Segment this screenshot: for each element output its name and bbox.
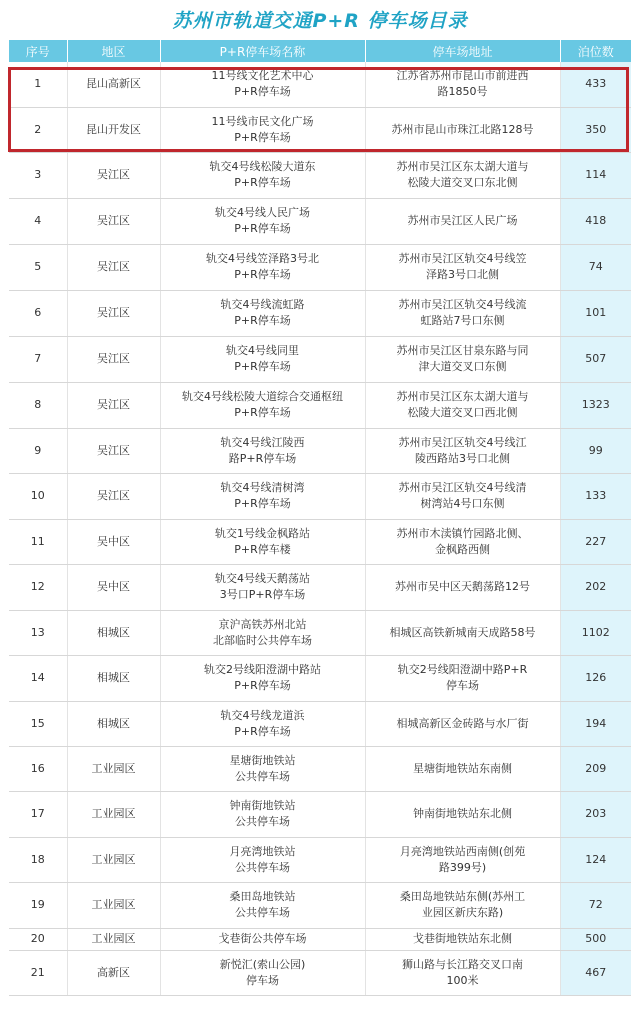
- cell-address-line: 金枫路西侧: [435, 542, 490, 556]
- cell-spaces: 124: [560, 837, 631, 882]
- cell-name-line: 公共停车场: [235, 860, 290, 874]
- cell-address-line: 江苏省苏州市昆山市前进西: [396, 69, 529, 83]
- cell-no: 7: [9, 336, 67, 382]
- cell-region: 吴江区: [67, 473, 160, 519]
- cell-no: 17: [9, 791, 67, 837]
- cell-name: [160, 336, 365, 382]
- table-row: [9, 519, 631, 564]
- cell-address: [365, 62, 560, 107]
- cell-region: 相城区: [67, 655, 160, 701]
- cell-no: 8: [9, 382, 67, 428]
- cell-address-line: 苏州市吴中区天鹅荡路12号: [395, 580, 530, 593]
- cell-name-line: 轨交1号线金枫路站: [215, 526, 310, 540]
- cell-address: [365, 610, 560, 655]
- cell-region: 工业园区: [67, 882, 160, 928]
- cell-address-line: 相城区高铁新城南天成路58号: [389, 625, 536, 639]
- cell-address-line: 星塘街地铁站东南侧: [413, 761, 512, 775]
- cell-address: [365, 950, 560, 995]
- cell-no: 14: [9, 655, 67, 701]
- table-row: [9, 655, 631, 701]
- cell-spaces: 194: [560, 701, 631, 746]
- cell-spaces: 202: [560, 564, 631, 610]
- cell-no: 1: [9, 62, 67, 107]
- cell-name-line: 轨交2号线阳澄湖中路站: [204, 663, 321, 676]
- table-row: [9, 336, 631, 382]
- cell-address: [365, 882, 560, 928]
- cell-address: [365, 152, 560, 198]
- cell-spaces: 99: [560, 428, 631, 473]
- cell-address: [365, 382, 560, 428]
- cell-name-line: 轨交4号线流虹路: [220, 298, 305, 311]
- cell-region: 吴中区: [67, 564, 160, 610]
- cell-name-line: P+R停车场: [234, 176, 291, 189]
- cell-spaces: 507: [560, 336, 631, 382]
- cell-address-line: 苏州市吴江区人民广场: [407, 214, 518, 227]
- cell-name: [160, 428, 365, 473]
- cell-no: 12: [9, 564, 67, 610]
- cell-region: 吴江区: [67, 290, 160, 336]
- cell-address: [365, 107, 560, 152]
- cell-name-line: P+R停车场: [234, 130, 291, 144]
- cell-address: [365, 928, 560, 950]
- cell-address: [365, 428, 560, 473]
- cell-name-line: 轨交4号线松陵大道综合交通枢纽: [182, 390, 343, 403]
- cell-address: [365, 198, 560, 244]
- page-title: 苏州市轨道交通P+R 停车场目录: [172, 10, 468, 32]
- cell-address-line: 泽路3号口北侧: [426, 268, 499, 281]
- cell-address-line: 100米: [446, 973, 479, 987]
- cell-name: [160, 882, 365, 928]
- cell-name: [160, 928, 365, 950]
- cell-name-line: P+R停车场: [234, 85, 291, 99]
- cell-name-line: 公共停车场: [235, 769, 290, 783]
- cell-region: 相城区: [67, 610, 160, 655]
- cell-address-line: 苏州市昆山市珠江北路128号: [391, 122, 534, 136]
- table-row: [9, 564, 631, 610]
- cell-address-line: 松陵大道交叉口西北侧: [407, 406, 518, 419]
- table-row: [9, 701, 631, 746]
- table-row: [9, 928, 631, 950]
- table-row: [9, 882, 631, 928]
- cell-name: [160, 107, 365, 152]
- cell-name-line: 3号口P+R停车场: [219, 588, 306, 601]
- table-row: [9, 837, 631, 882]
- cell-spaces: 114: [560, 152, 631, 198]
- cell-spaces: 126: [560, 655, 631, 701]
- cell-no: 11: [9, 519, 67, 564]
- cell-region: 吴江区: [67, 428, 160, 473]
- cell-address: [365, 837, 560, 882]
- cell-name-line: 停车场: [246, 973, 279, 987]
- cell-address-line: 月亮湾地铁站西南侧(创苑: [399, 844, 526, 858]
- cell-address-line: 钟南街地铁站东北侧: [413, 807, 512, 820]
- cell-no: 4: [9, 198, 67, 244]
- table-row: [9, 107, 631, 152]
- cell-name: [160, 473, 365, 519]
- cell-region: 相城区: [67, 701, 160, 746]
- table-body: [9, 62, 631, 995]
- cell-name-line: 11号线市民文化广场: [211, 114, 314, 128]
- cell-region: 吴江区: [67, 198, 160, 244]
- table-row: [9, 244, 631, 290]
- table-row: [9, 610, 631, 655]
- cell-spaces: 72: [560, 882, 631, 928]
- cell-name-line: P+R停车场: [234, 406, 291, 419]
- cell-no: 3: [9, 152, 67, 198]
- cell-address: [365, 336, 560, 382]
- cell-name-line: P+R停车楼: [234, 542, 291, 556]
- table-row: [9, 950, 631, 995]
- cell-no: 9: [9, 428, 67, 473]
- cell-name-line: 轨交4号线龙道浜: [220, 708, 305, 722]
- cell-address: [365, 791, 560, 837]
- header-name: P+R停车场名称: [160, 40, 365, 62]
- cell-name-line: P+R停车场: [234, 268, 291, 281]
- cell-region: 吴江区: [67, 336, 160, 382]
- cell-address-line: 津大道交叉口东侧: [418, 360, 507, 373]
- cell-no: 20: [9, 928, 67, 950]
- table-row: [9, 152, 631, 198]
- table-row: [9, 198, 631, 244]
- table-row: [9, 791, 631, 837]
- cell-name-line: 轨交4号线江陵西: [220, 435, 305, 449]
- table-header-row: [9, 40, 631, 62]
- cell-address: [365, 564, 560, 610]
- cell-spaces: 433: [560, 62, 631, 107]
- cell-no: 10: [9, 473, 67, 519]
- cell-name: [160, 655, 365, 701]
- cell-name-line: P+R停车场: [234, 360, 291, 373]
- cell-no: 18: [9, 837, 67, 882]
- cell-address: [365, 290, 560, 336]
- cell-name-line: 轨交4号线人民广场: [215, 206, 310, 219]
- cell-region: 吴江区: [67, 152, 160, 198]
- parking-table: [9, 40, 631, 996]
- cell-name-line: 钟南街地铁站: [229, 799, 296, 812]
- table-row: [9, 382, 631, 428]
- cell-address-line: 路1850号: [437, 85, 488, 99]
- cell-address-line: 业园区新庆东路): [421, 906, 504, 919]
- cell-name-line: 轨交4号线笠泽路3号北: [206, 252, 319, 265]
- cell-no: 2: [9, 107, 67, 152]
- cell-address-line: 苏州市木渎镇竹园路北侧、: [396, 526, 529, 540]
- cell-name-line: 公共停车场: [235, 906, 290, 919]
- cell-region: 工业园区: [67, 928, 160, 950]
- cell-spaces: 350: [560, 107, 631, 152]
- cell-address-line: 苏州市吴江区甘泉东路与同: [396, 344, 529, 357]
- cell-region: 吴江区: [67, 382, 160, 428]
- cell-name: [160, 837, 365, 882]
- cell-address-line: 陵西路站3号口北侧: [415, 451, 510, 465]
- cell-region: 工业园区: [67, 791, 160, 837]
- cell-spaces: 467: [560, 950, 631, 995]
- cell-name-line: P+R停车场: [234, 679, 291, 692]
- cell-address-line: 苏州市吴江区东太湖大道与: [396, 160, 529, 173]
- cell-name: [160, 746, 365, 791]
- cell-name-line: 11号线文化艺术中心: [211, 69, 314, 83]
- cell-address: [365, 655, 560, 701]
- cell-spaces: 500: [560, 928, 631, 950]
- cell-name-line: 轨交4号线清树湾: [220, 481, 305, 494]
- cell-address-line: 苏州市吴江区轨交4号线笠: [398, 252, 527, 265]
- cell-address-line: 苏州市吴江区轨交4号线流: [398, 298, 527, 311]
- cell-name-line: 路P+R停车场: [228, 451, 297, 465]
- cell-name: [160, 62, 365, 107]
- cell-name-line: 北部临时公共停车场: [213, 633, 312, 647]
- cell-name: [160, 244, 365, 290]
- cell-address: [365, 473, 560, 519]
- cell-address-line: 相城高新区金砖路与水厂街: [396, 716, 529, 730]
- cell-address: [365, 746, 560, 791]
- cell-address-line: 停车场: [446, 679, 479, 692]
- cell-name: [160, 791, 365, 837]
- cell-address-line: 虹路站7号口东侧: [420, 314, 505, 327]
- table-row: [9, 62, 631, 107]
- cell-region: 昆山高新区: [67, 62, 160, 107]
- cell-name: [160, 701, 365, 746]
- cell-name: [160, 382, 365, 428]
- cell-name-line: P+R停车场: [234, 497, 291, 510]
- table-row: [9, 473, 631, 519]
- cell-region: 工业园区: [67, 746, 160, 791]
- cell-address-line: 狮山路与长江路交叉口南: [402, 957, 523, 971]
- table-row: [9, 290, 631, 336]
- cell-spaces: 209: [560, 746, 631, 791]
- cell-name-line: 轨交4号线天鹅荡站: [215, 572, 310, 585]
- cell-name: [160, 290, 365, 336]
- cell-name: [160, 519, 365, 564]
- cell-address-line: 树湾站4号口东侧: [420, 497, 505, 510]
- cell-no: 5: [9, 244, 67, 290]
- cell-address-line: 戈巷街地铁站东北侧: [413, 932, 512, 945]
- cell-name: [160, 950, 365, 995]
- cell-name: [160, 198, 365, 244]
- cell-address-line: 路399号): [438, 860, 487, 874]
- cell-region: 工业园区: [67, 837, 160, 882]
- cell-no: 21: [9, 950, 67, 995]
- cell-name: [160, 152, 365, 198]
- cell-name: [160, 610, 365, 655]
- cell-address: [365, 701, 560, 746]
- cell-address: [365, 519, 560, 564]
- table-row: [9, 428, 631, 473]
- cell-name: [160, 564, 365, 610]
- header-no: 序号: [9, 40, 67, 62]
- cell-region: 吴江区: [67, 244, 160, 290]
- cell-spaces: 133: [560, 473, 631, 519]
- cell-name-line: P+R停车场: [234, 724, 291, 738]
- cell-address-line: 苏州市吴江区轨交4号线江: [398, 435, 527, 449]
- cell-address-line: 轨交2号线阳澄湖中路P+R: [397, 663, 528, 676]
- cell-address-line: 苏州市吴江区东太湖大道与: [396, 390, 529, 403]
- cell-name-line: P+R停车场: [234, 222, 291, 235]
- cell-no: 19: [9, 882, 67, 928]
- cell-region: 昆山开发区: [67, 107, 160, 152]
- cell-spaces: 227: [560, 519, 631, 564]
- cell-name-line: 京沪高铁苏州北站: [218, 617, 307, 631]
- cell-address-line: 苏州市吴江区轨交4号线清: [398, 481, 527, 494]
- cell-name-line: 星塘街地铁站: [229, 753, 296, 767]
- cell-region: 高新区: [67, 950, 160, 995]
- header-region: 地区: [67, 40, 160, 62]
- cell-no: 13: [9, 610, 67, 655]
- cell-address: [365, 244, 560, 290]
- cell-no: 16: [9, 746, 67, 791]
- cell-spaces: 101: [560, 290, 631, 336]
- cell-name-line: 月亮湾地铁站: [229, 844, 296, 858]
- cell-name-line: 戈巷街公共停车场: [218, 932, 307, 945]
- cell-spaces: 203: [560, 791, 631, 837]
- header-address: 停车场地址: [365, 40, 560, 62]
- cell-address-line: 桑田岛地铁站东侧(苏州工: [399, 890, 526, 903]
- cell-name-line: 轨交4号线松陵大道东: [209, 160, 316, 173]
- cell-name-line: 轨交4号线同里: [226, 344, 299, 357]
- cell-no: 15: [9, 701, 67, 746]
- cell-address-line: 松陵大道交叉口东北侧: [407, 176, 518, 189]
- cell-spaces: 74: [560, 244, 631, 290]
- cell-name-line: 公共停车场: [235, 815, 290, 828]
- table-row: [9, 746, 631, 791]
- cell-name-line: 新悦汇(索山公园): [219, 957, 306, 971]
- cell-region: 吴中区: [67, 519, 160, 564]
- cell-spaces: 1323: [560, 382, 631, 428]
- cell-name-line: 桑田岛地铁站: [229, 890, 296, 903]
- cell-no: 6: [9, 290, 67, 336]
- cell-name-line: P+R停车场: [234, 314, 291, 327]
- cell-spaces: 1102: [560, 610, 631, 655]
- header-spaces: 泊位数: [560, 40, 631, 62]
- cell-spaces: 418: [560, 198, 631, 244]
